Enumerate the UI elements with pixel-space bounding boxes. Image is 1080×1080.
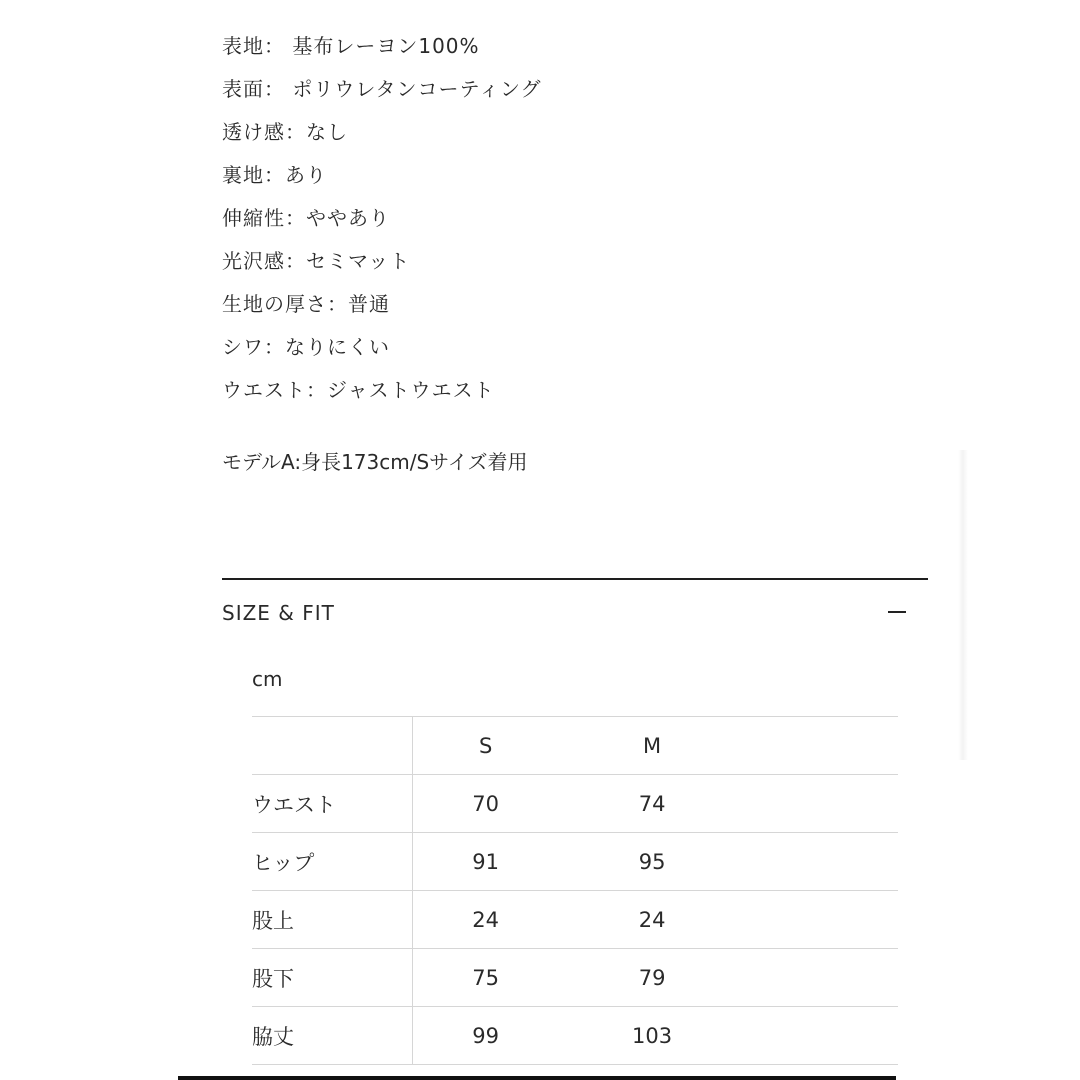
value-s: 24: [413, 891, 559, 949]
value-m: 95: [558, 833, 898, 891]
spec-lining: 裏地：あり: [222, 163, 327, 187]
spec-sheerness: 透け感：なし: [222, 120, 348, 144]
spec-waist: ウエスト：ジャストウエスト: [222, 378, 495, 402]
size-fit-title: SIZE & FIT: [222, 601, 335, 625]
table-row: [252, 1007, 898, 1065]
size-table: [252, 716, 898, 1065]
section-divider: [222, 578, 928, 580]
unit-label: cm: [252, 667, 283, 691]
bottom-border: [178, 1076, 896, 1080]
table-row: [252, 891, 898, 949]
header-empty-cell: [252, 717, 413, 775]
value-m: 103: [558, 1007, 898, 1065]
row-label: 股下: [252, 949, 413, 1007]
collapse-minus-icon[interactable]: [888, 611, 906, 613]
row-label: 股上: [252, 891, 413, 949]
table-row: [252, 833, 898, 891]
size-table-header-row: [252, 717, 898, 775]
spec-sheen: 光沢感：セミマット: [222, 249, 411, 273]
table-row: [252, 775, 898, 833]
spec-fabric: 表地： 基布レーヨン100%: [222, 34, 480, 58]
spec-stretch: 伸縮性：ややあり: [222, 206, 390, 230]
spec-wrinkle: シワ：なりにくい: [222, 335, 390, 359]
spec-thickness: 生地の厚さ：普通: [222, 292, 390, 316]
value-s: 91: [413, 833, 559, 891]
header-size-s: S: [413, 717, 559, 775]
size-fit-header[interactable]: [222, 596, 906, 630]
value-m: 24: [558, 891, 898, 949]
value-m: 74: [558, 775, 898, 833]
row-label: 脇丈: [252, 1007, 413, 1065]
spec-surface: 表面： ポリウレタンコーティング: [222, 77, 542, 101]
row-label: ウエスト: [252, 775, 413, 833]
value-s: 75: [413, 949, 559, 1007]
side-shadow-divider: [958, 450, 968, 760]
value-m: 79: [558, 949, 898, 1007]
fabric-spec-list: [222, 28, 542, 415]
model-size-note: モデルA:身長173cm/Sサイズ着用: [222, 450, 528, 474]
table-row: [252, 949, 898, 1007]
row-label: ヒップ: [252, 833, 413, 891]
value-s: 70: [413, 775, 559, 833]
value-s: 99: [413, 1007, 559, 1065]
header-size-m: M: [558, 717, 898, 775]
